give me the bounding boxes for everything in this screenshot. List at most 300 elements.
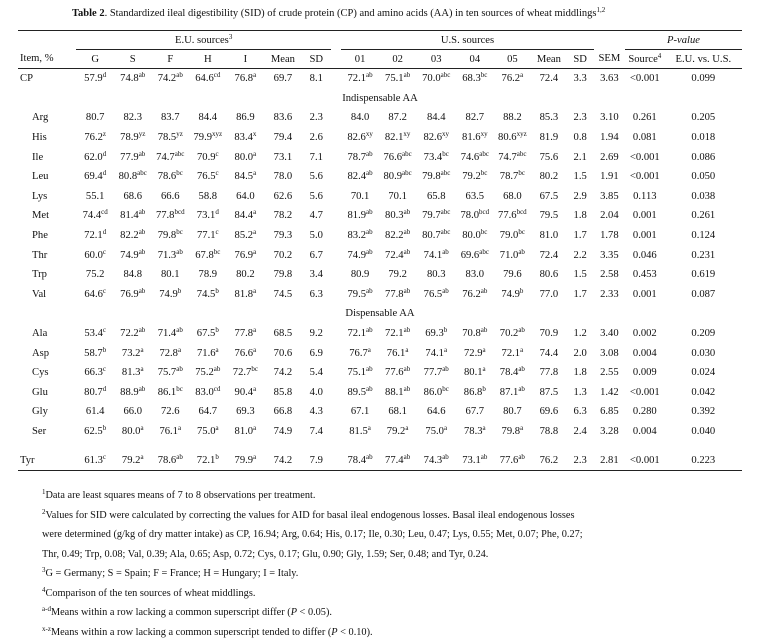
table-cell: 4.3 [309,406,323,418]
row-label: Met [32,210,50,222]
table-cell: 67.1 [350,406,370,418]
table-cell: 83.6 [273,112,293,124]
table-cell: 80.7 [85,112,105,124]
table-row [18,226,742,246]
table-cell: 73.1$^d$ [196,208,219,222]
table-cell: 2.04 [600,210,619,222]
footnote: $^3$G = Germany; S = Spain; F = France; H = Hungary; I = Italy. [42,566,299,579]
table-cell: 74.4$^{cd}$ [82,208,108,222]
table-cell: 75.1$^{ab}$ [347,365,373,379]
table-cell: 79.9$^a$ [227,450,265,470]
column-header: E.U. vs. U.S. [665,50,742,69]
column-header: 05 [494,50,532,69]
table-cell: 72.8$^a$ [159,345,182,359]
table-cell: 67.7 [465,406,485,418]
row-label: CP [20,73,33,85]
table-cell: 0.8 [573,132,587,144]
table-row [18,69,742,89]
table-cell: 0.619 [691,269,716,281]
table-cell: 6.9 [309,347,323,359]
row-label: Cys [32,367,49,379]
table-cell: 74.6$^{abc}$ [460,149,489,163]
table-cell: 66.8 [273,406,293,418]
table-cell: <0.001 [629,151,660,163]
table-cell: 76.2$^z$ [84,130,106,144]
table-cell: 78.2 [273,210,293,222]
column-header: SD [567,50,594,69]
column-gap [331,324,341,344]
table-caption [72,8,605,19]
column-gap [331,265,341,285]
table-cell: 76.1$^a$ [386,345,409,359]
table-cell: 0.113 [633,190,657,202]
table-cell: 78.4$^{ab}$ [341,450,379,470]
table-cell: 67.5$^b$ [196,326,219,340]
table-cell: 70.2 [273,249,293,261]
table-cell: 72.1$^d$ [84,228,107,242]
column-gap [331,245,341,265]
table-cell: 64.0 [236,190,255,202]
column-gap [331,167,341,187]
table-cell: 72.7$^{bc}$ [232,365,258,379]
column-gap [331,187,341,207]
table-cell: 76.9$^{ab}$ [120,286,146,300]
table-cell: 80.0$^{bc}$ [462,228,488,242]
table-cell: 88.1$^{ab}$ [385,384,411,398]
table-cell: 0.231 [691,249,716,261]
column-header: Source$^4$ [625,50,665,69]
table-cell: 0.081 [632,132,657,144]
table-cell: 80.0$^a$ [234,149,257,163]
table-cell: 74.7$^{abc}$ [498,149,527,163]
section-header-row [18,304,742,324]
table-cell: 60.0$^c$ [84,247,106,261]
table-cell: <0.001 [629,171,660,183]
table-cell: 68.0 [503,190,522,202]
table-cell: 80.3$^{ab}$ [385,208,411,222]
table-cell: $82.1^{xy}$ [384,130,411,144]
table-cell: 70.9$^c$ [196,149,219,163]
table-cell: 72.4 [539,249,559,261]
table-cell: 0.024 [691,367,716,379]
table-cell: 61.4 [85,406,105,418]
table-cell: 81.4$^{ab}$ [120,208,146,222]
table-cell: 81.8$^a$ [234,286,257,300]
table-cell: 74.1$^a$ [425,345,448,359]
table-cell: 0.002 [632,328,657,340]
table-cell: 4.7 [309,210,323,222]
table-cell: 79.8$^a$ [501,423,524,437]
table-cell: 1.8 [573,367,587,379]
table-cell: 1.94 [600,132,619,144]
table-cell: 75.2 [85,269,105,281]
table-cell: 65.8 [426,190,446,202]
table-cell: 1.42 [600,386,619,398]
table-cell: 86.1$^{bc}$ [157,384,183,398]
table-cell: 78.6$^{ab}$ [152,450,190,470]
table-cell: 76.9$^a$ [234,247,257,261]
table-cell: 78.3$^a$ [463,423,486,437]
table-cell: 87.1$^{ab}$ [499,384,525,398]
table-cell: 86.9 [236,112,255,124]
table-cell: 72.1$^{ab}$ [347,326,373,340]
table-cell: 1.7 [573,288,587,300]
table-cell: 77.8$^{ab}$ [385,286,411,300]
table-cell: 80.7 [503,406,522,418]
table-cell: 86.8$^b$ [463,384,486,398]
table-cell: 74.9$^{ab}$ [347,247,373,261]
table-cell: 3.85 [600,190,619,202]
table-cell: 64.6$^{cd}$ [195,71,221,85]
table-cell: 79.2$^{bc}$ [462,169,488,183]
table-cell: 66.6 [161,190,180,202]
table-cell: 75.0$^a$ [196,423,219,437]
table-row [18,402,742,422]
table-cell: 75.7$^{ab}$ [157,365,183,379]
column-header: 04 [456,50,494,69]
table-cell: 2.9 [573,190,587,202]
table-cell: 86.0$^{bc}$ [423,384,449,398]
table-row [18,383,742,403]
table-cell: 0.040 [691,425,716,437]
table-cell: 58.7$^b$ [84,345,107,359]
table-cell: 84.4$^a$ [234,208,257,222]
table-cell: 3.63 [600,73,619,85]
table-cell: 74.1$^{ab}$ [423,247,449,261]
table-cell: 74.9 [273,425,293,437]
column-gap [331,402,341,422]
table-cell: 82.4$^{ab}$ [347,169,373,183]
column-gap [331,422,341,442]
table-cell: 69.4$^d$ [84,169,107,183]
table-cell: 88.2 [503,112,522,124]
footnotes [42,486,742,642]
table-cell: 0.004 [632,425,657,437]
table-cell: 78.0$^{bcd}$ [460,208,490,222]
table-cell: 77.8$^{bcd}$ [155,208,185,222]
table-cell: 71.3$^{ab}$ [157,247,183,261]
table-cell: 1.8 [573,210,587,222]
table-cell: 80.9$^{abc}$ [383,169,412,183]
footnote: Thr, 0.49; Trp, 0.08; Val, 0.39; Ala, 0.65; Asp, 0.72; Cys, 0.17; Glu, 0.90; Gly, 1.59; Ser, 0.48; and Tyr, 0.24. [42,548,489,560]
table-cell: 77.6$^{ab}$ [385,365,411,379]
column-gap [331,128,341,148]
row-label: Asp [32,347,50,359]
table-cell: 69.3 [236,406,255,418]
row-label: Tyr [18,450,76,470]
column-header: 03 [416,50,456,69]
table-cell: 75.2$^{ab}$ [195,365,221,379]
section-label: Dispensable AA [345,308,415,320]
table-cell: 70.2$^{ab}$ [499,326,525,340]
table-cell: 5.0 [309,230,323,242]
footnote: $^1$Data are least squares means of 7 to 8 observations per treatment. [42,488,316,501]
table-cell: 3.3 [573,73,587,85]
table-cell: 78.4$^{ab}$ [499,365,525,379]
table-cell: 77.0 [539,288,559,300]
table-cell: 0.001 [632,210,657,222]
table-cell: 74.4 [539,347,559,359]
table-cell: 0.392 [691,406,716,418]
row-label: Leu [32,171,49,183]
table-cell: 74.7$^{abc}$ [156,149,185,163]
table-cell: $80.6^{xyz}$ [498,130,527,144]
table-cell: 68.5 [273,328,293,340]
p-value-header: P-value [625,31,742,50]
table-cell: 76.5$^{ab}$ [423,286,449,300]
row-label: Phe [32,230,48,242]
table-cell: 79.5$^{ab}$ [347,286,373,300]
table-cell: <0.001 [629,386,660,398]
column-gap [331,450,341,470]
table-cell: 78.8 [539,425,559,437]
row-label: Gly [32,406,48,418]
table-cell: 2.3 [567,450,594,470]
row-label: Thr [32,249,48,261]
column-header: S [114,50,152,69]
table-cell: 83.0$^{cd}$ [195,384,221,398]
table-cell: 77.6$^{ab}$ [494,450,532,470]
table-cell: 81.0 [539,230,559,242]
table-cell: 79.8$^{abc}$ [422,169,451,183]
table-cell: 7.4 [309,425,323,437]
table-cell: 83.4$^x$ [234,130,257,144]
table-cell: 0.280 [632,406,657,418]
table-title: . Standardized ileal digestibility (SID) of crude protein (CP) and amino acids (AA) in ten sources of wheat middlings [104,8,597,19]
row-label: Lys [32,190,48,202]
table-cell: 62.5$^b$ [84,423,107,437]
table-cell: 1.91 [600,171,619,183]
table-cell: 78.7$^{bc}$ [499,169,525,183]
table-cell: 85.3 [539,112,559,124]
table-cell: 0.009 [632,367,657,379]
table-cell: 3.08 [600,347,619,359]
table-cell: 74.8$^{ab}$ [120,71,146,85]
table-cell: 1.7 [573,230,587,242]
table-cell: 0.087 [691,288,716,300]
table-cell: 73.2$^a$ [121,345,144,359]
table-cell: $82.6^{xy}$ [347,130,373,144]
table-cell: 70.8$^{ab}$ [462,326,488,340]
table-row [18,422,742,442]
table-cell: 73.1$^{ab}$ [456,450,494,470]
table-cell: 0.042 [691,386,716,398]
table-cell: 64.6 [426,406,446,418]
column-header: Item, % [18,50,76,69]
table-row [18,265,742,285]
table-cell: 80.9 [350,269,370,281]
table-cell: 79.6 [503,269,522,281]
section-header-row [18,89,742,109]
table-row [18,450,742,470]
column-gap [331,147,341,167]
table-cell: 7.1 [309,151,323,163]
table-cell: <0.001 [625,450,665,470]
table-cell: 77.8 [539,367,559,379]
table-cell: 71.4$^{ab}$ [157,326,183,340]
table-cell: 68.6 [123,190,142,202]
table-cell: 78.0 [273,171,293,183]
table-cell: 77.4$^{ab}$ [379,450,417,470]
table-cell: 5.6 [309,171,323,183]
table-cell: 76.5$^c$ [196,169,219,183]
table-row [18,128,742,148]
table-cell: 78.6$^{bc}$ [157,169,183,183]
table-cell: 78.7$^{ab}$ [347,149,373,163]
column-gap [331,206,341,226]
table-cell: 67.5 [539,190,559,202]
column-header: Mean [264,50,302,69]
table-cell: 53.4$^c$ [84,326,106,340]
table-cell: 88.9$^{ab}$ [120,384,146,398]
footnote: $^{x-z}$Means within a row lacking a common superscript tended to differ (P < 0.10). [42,624,373,638]
table-cell: 76.6$^a$ [234,345,257,359]
table-cell: 81.9 [539,132,559,144]
column-header: G [76,50,114,69]
table-cell: 2.33 [600,288,619,300]
table-cell: 80.2 [236,269,255,281]
table-cell: 2.58 [600,269,619,281]
table-row [18,324,742,344]
table-cell: 75.0$^a$ [425,423,448,437]
table-row [18,167,742,187]
table-cell: 5.6 [309,190,323,202]
table-cell: 83.0 [465,269,485,281]
table-cell: 87.2 [388,112,407,124]
table-cell: 62.6 [273,190,293,202]
table-cell: 3.35 [600,249,619,261]
table-title-footnote-ref: 1,2 [596,6,606,14]
row-label: Arg [32,112,49,124]
table-cell: 57.9$^d$ [84,71,107,85]
row-label: Val [32,288,47,300]
table-row [18,187,742,207]
table-cell: 74.2 [264,450,302,470]
table-cell: 69.3$^b$ [425,326,448,340]
table-cell: 77.6$^{bcd}$ [498,208,527,222]
table-cell: 82.2$^{ab}$ [120,228,146,242]
column-gap [331,69,341,89]
table-cell: 0.030 [691,347,716,359]
table-cell: 0.001 [632,288,657,300]
table-cell: 70.1 [350,190,370,202]
column-header: F [152,50,190,69]
table-cell: 82.2$^{ab}$ [385,228,411,242]
table-cell: $79.9^{xyz}$ [193,130,223,144]
table-cell: 74.9$^{ab}$ [120,247,146,261]
table-cell: 2.81 [594,450,625,470]
table-cell: $81.6^{xy}$ [462,130,488,144]
table-cell: 2.69 [600,151,619,163]
table-cell: $82.6^{xy}$ [423,130,449,144]
column-gap [331,383,341,403]
table-cell: 72.1$^{ab}$ [385,326,411,340]
table-cell: 77.7$^{ab}$ [423,365,449,379]
table-cell: 1.78 [600,230,619,242]
table-cell: 80.1 [161,269,180,281]
table-cell: 82.7 [465,112,485,124]
table-cell: 2.3 [573,112,587,124]
table-cell: 5.4 [309,367,323,379]
table-cell: 0.038 [691,190,716,202]
table-cell: 72.4$^{ab}$ [385,247,411,261]
table-cell: 79.8$^{bc}$ [157,228,183,242]
us-sources-header: U.S. sources [341,31,593,50]
table-cell: 83.2$^{ab}$ [347,228,373,242]
spacer-row [18,441,742,450]
table-cell: 76.6$^{abc}$ [383,149,412,163]
table-cell: 69.7 [273,73,293,85]
table-cell: 80.6 [539,269,559,281]
table-cell: 0.099 [691,73,716,85]
table-cell: 69.6 [539,406,559,418]
column-gap [331,50,341,69]
table-cell: 84.5$^a$ [234,169,257,183]
column-gap [331,226,341,246]
table-cell: 6.7 [309,249,323,261]
table-row [18,285,742,305]
table-cell: 71.0$^{ab}$ [499,247,525,261]
table-cell: <0.001 [629,73,660,85]
table-cell: 0.001 [632,230,657,242]
table-cell: 79.8 [273,269,293,281]
table-cell: 0.453 [632,269,657,281]
table-cell: 80.1$^a$ [463,365,486,379]
table-cell: 79.2$^a$ [386,423,409,437]
column-header: 01 [341,50,379,69]
footnote: $^{a-d}$Means within a row lacking a common superscript differ (P < 0.05). [42,605,332,618]
table-cell: 76.2$^{ab}$ [462,286,488,300]
table-cell: 0.046 [632,249,657,261]
table-cell: 70.9 [539,328,559,340]
table-cell: 0.261 [632,112,657,124]
table-cell: 8.1 [309,73,323,85]
table-cell: 78.9 [198,269,218,281]
table-cell: 0.261 [691,210,716,222]
column-header-row [18,50,742,69]
table-cell: 58.8 [198,190,218,202]
table-cell: 74.3$^{ab}$ [416,450,456,470]
table-cell: 2.55 [600,367,619,379]
column-header: SD [302,50,331,69]
table-cell: 89.5$^{ab}$ [347,384,373,398]
table-cell: 74.9$^b$ [501,286,524,300]
table-cell: 55.1 [85,190,105,202]
table-cell: 73.1 [273,151,293,163]
table-cell: 90.4$^a$ [234,384,257,398]
table-cell: 68.3$^{bc}$ [462,71,488,85]
table-cell: 2.3 [309,112,323,124]
row-label: Ala [32,328,48,340]
section-label: Indispensable AA [342,92,418,104]
table-cell: 6.3 [309,288,323,300]
table-cell: 79.0$^{bc}$ [499,228,525,242]
table-cell: 3.40 [600,328,619,340]
table-cell: 0.205 [691,112,716,124]
table-cell: 76.1$^a$ [159,423,182,437]
table-label: Table 2 [72,8,105,19]
table-cell: 81.9$^{ab}$ [347,208,373,222]
table-cell: 1.5 [573,171,587,183]
table-cell: 0.018 [691,132,716,144]
footnote: $^4$Comparison of the ten sources of wheat middlings. [42,585,256,599]
table-cell: $78.9^{yz}$ [120,130,146,144]
table-cell: 77.1$^c$ [196,228,219,242]
table-cell: 2.0 [573,347,587,359]
table-cell: 0.086 [691,151,716,163]
table-cell: 75.1$^{ab}$ [385,71,411,85]
table-cell: 80.2 [539,171,559,183]
